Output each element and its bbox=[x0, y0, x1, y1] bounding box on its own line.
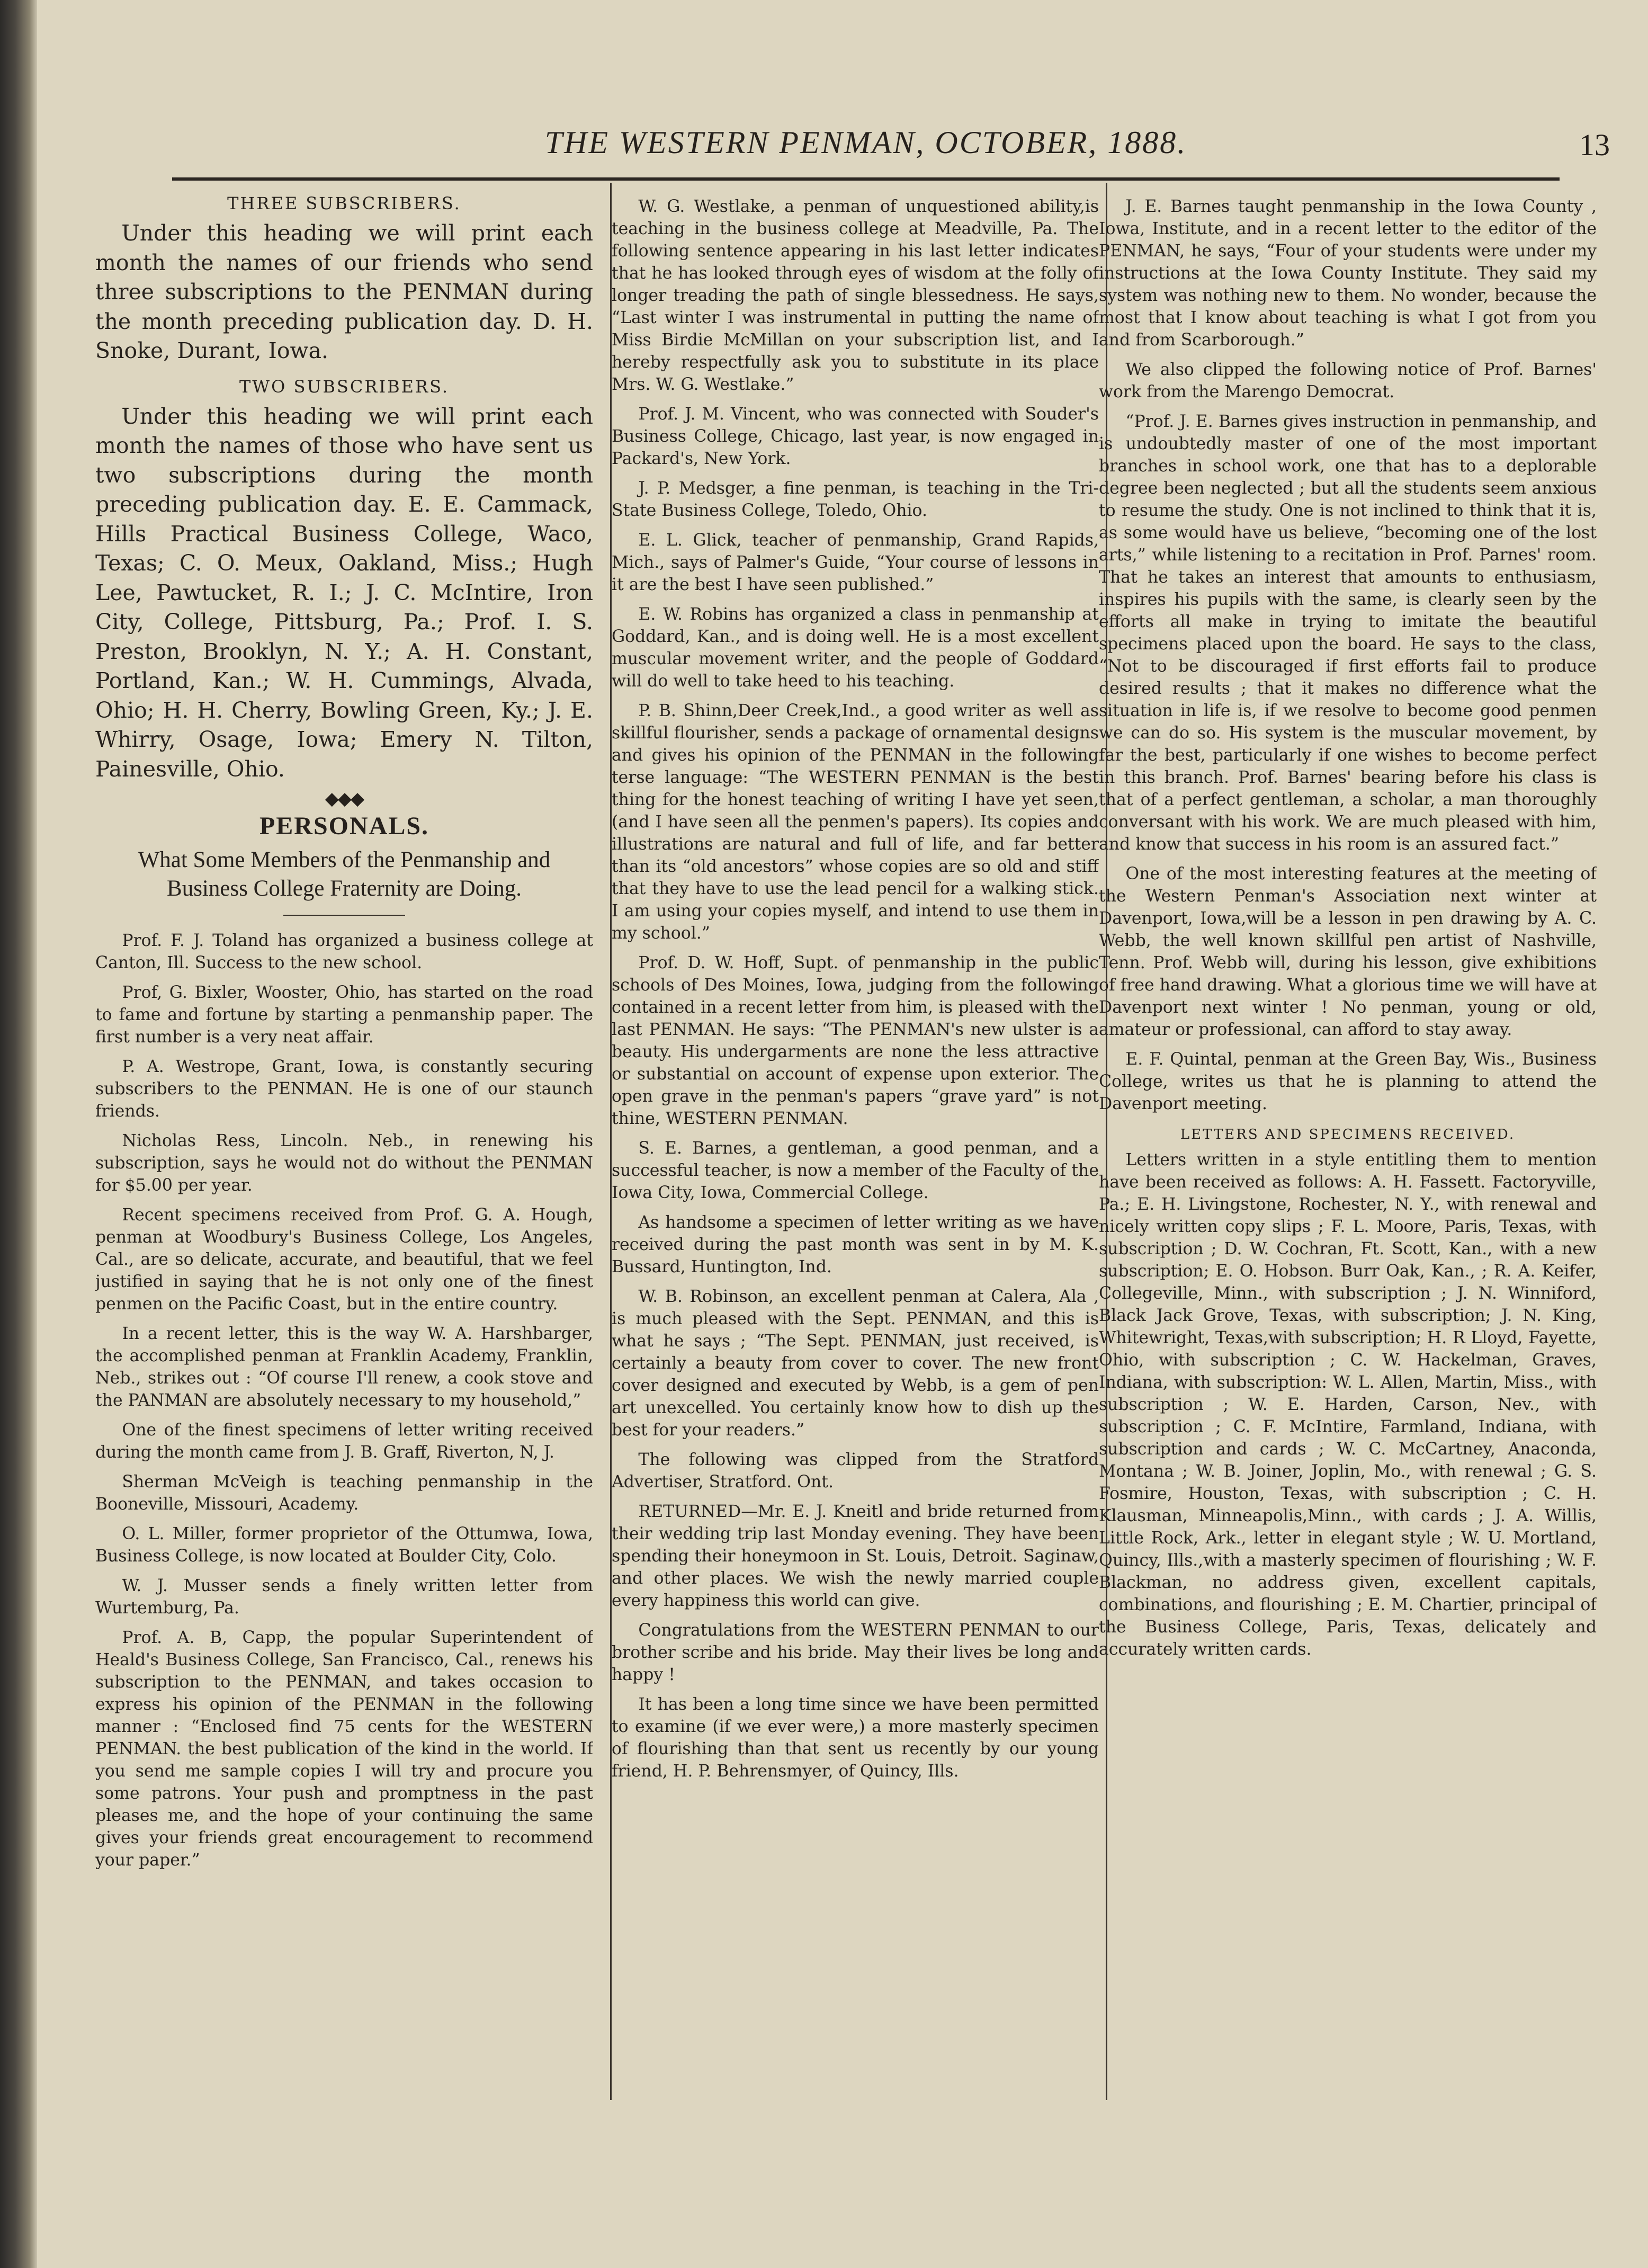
book-binding-shadow bbox=[0, 0, 37, 2268]
personal-item: Congratulations from the WESTERN PENMAN to our brother scribe and his bride. May their lives be long and happy ! bbox=[612, 1621, 1099, 1684]
personal-item: One of the most interesting features at the meeting of the Western Penman's Association next winter at Davenport, Iowa,will be a lesson in pen drawing by A. C. Webb, the well known skillful pen artist of Nashville, Tenn. Prof. Webb will, during his lesson, give exhibitions of free hand drawing. What a glorious time we will have at Davenport next winter ! No penman, young or old, amateur or professional, can afford to stay away. bbox=[1099, 864, 1597, 1039]
ornament-divider: ◆◆◆ bbox=[325, 788, 364, 809]
personal-item: In a recent letter, this is the way W. A. Harshbarger, the accomplished penman at Franklin Academy, Franklin, Neb., strikes out : “Of course I'll renew, a cook stove and the PANMAN are absolutely necessary to my household,” bbox=[95, 1324, 593, 1410]
personal-item: “Prof. J. E. Barnes gives instruction in penmanship, and is undoubtedly master of one of the most important branches in school work, one that has to a deplorable degree been neglected ; but all the students seem anxious to resume the study. One is not inclined to think that it is, as some would have us believe, “becoming one of the lost arts,” while listening to a recitation in Prof. Parnes' room. That he takes an interest that amounts to enthusiasm, inspires his pupils with the same, is clearly seen by the efforts all make in trying to imitate the beautiful specimens placed upon the board. He says to the class, “Not to be discouraged if first efforts fail to produce desired results ; that it makes no difference what the situation in life is, if we resolve to become good penmen we can do so. His system is the muscular movement, by far the best, particularly if one wishes to become perfect in this branch. Prof. Barnes' bearing before his class is that of a perfect gentleman, a scholar, a man thoroughly conversant with his work. We are much pleased with him, and know that success in his room is an assured fact.” bbox=[1099, 412, 1597, 854]
personal-item: The following was clipped from the Stratford Advertiser, Stratford. Ont. bbox=[612, 1450, 1099, 1492]
personals-subheading: What Some Members of the Penmanship and Business College Fraternity are Doing. bbox=[138, 847, 551, 901]
two-subscribers-text: Under this heading we will print each month the names of those who have sent us two subscriptions during the month preceding publication day. E. E. Cammack, Hills Practical Business College, Waco, Texas; C. O. Meux, Oakland, Miss.; Hugh Lee, Pawtucket, R. I.; J. C. McIntire, Iron City, College, Pittsburg, Pa.; Prof. I. S. Preston, Brooklyn, N. Y.; A. H. Constant, Portland, Kan.; W. H. Cummings, Alvada, Ohio; H. H. Cherry, Bowling Green, Ky.; J. E. Whirry, Osage, Iowa; Emery N. Tilton, Painesville, Ohio. bbox=[95, 403, 593, 782]
three-subscribers-text: Under this heading we will print each month the names of our friends who send three subscriptions to the PENMAN during the month preceding publication day. D. H. Snoke, Durant, Iowa. bbox=[95, 220, 593, 363]
personal-item: P. B. Shinn,Deer Creek,Ind., a good writer as well as skillful flourisher, sends a package of ornamental designs and gives his opinion of the PENMAN in the following terse language: “The WESTERN PENMAN is the best thing for the honest teaching of writing I have yet seen, (and I have seen all the penmen's papers). Its copies and illustrations are natural and full of life, and far better than its “old ancestors” whose copies are so old and stiff that they have to use the lead pencil for a walking stick. I am using your copies myself, and intend to use them in my school.” bbox=[612, 701, 1099, 943]
personal-item: Recent specimens received from Prof. G. A. Hough, penman at Woodbury's Business College, Los Angeles, Cal., are so delicate, accurate, and beautiful, that we feel justified in saying that he is not only one of the finest penmen on the Pacific Coast, but in the entire country. bbox=[95, 1206, 593, 1314]
masthead-title: THE WESTERN PENMAN, OCTOBER, 1888. bbox=[544, 125, 1187, 160]
page-header bbox=[172, 114, 1610, 172]
personal-item: E. L. Glick, teacher of penmanship, Grand Rapids, Mich., says of Palmer's Guide, “Your course of lessons in it are the best I have seen published.” bbox=[612, 531, 1099, 594]
personal-item: Prof. A. B, Capp, the popular Superintendent of Heald's Business College, San Francisco, Cal., renews his subscription to the PENMAN, and takes occasion to express his opinion of the PENMAN in the following manner : “Enclosed find 75 cents for the WESTERN PENMAN. the best publication of the kind in the world. If you send me sample copies I will try and procure you some patrons. Your push and promptness in the past pleases me, and the hope of your continuing the same gives your friends great encouragement to recommend your paper.” bbox=[95, 1628, 593, 1870]
letters-specimens-heading: LETTERS AND SPECIMENS RECEIVED. bbox=[1180, 1127, 1516, 1142]
personal-item: Prof. D. W. Hoff, Supt. of penmanship in the public schools of Des Moines, Iowa, judging from the following contained in a recent letter from him, is pleased with the last PENMAN. He says: “The PENMAN's new ulster is a beauty. His undergarments are none the less attractive or substantial on account of expense upon exterior. The open grave in the penman's papers “grave yard” is not thine, WESTERN PENMAN. bbox=[612, 953, 1099, 1128]
three-subscribers-heading: THREE SUBSCRIBERS. bbox=[227, 193, 461, 213]
section-rule bbox=[283, 915, 405, 916]
personal-item: J. E. Barnes taught penmanship in the Iowa County , Iowa, Institute, and in a recent letter to the editor of the PENMAN, he says, “Four of your students were under my instructions at the Iowa County Institute. They said my system was nothing new to them. No wonder, because the most that I know about teaching is what I got from you and from Scarborough.” bbox=[1099, 197, 1597, 350]
letters-specimens-text: Letters written in a style entitling them to mention have been received as follows: A. H. Fassett. Factoryville, Pa.; E. H. Livingstone, Rochester, N. Y., with renewal and nicely written copy slips ; F. L. Moore, Paris, Texas, with subscription ; D. W. Cochran, Ft. Scott, Kan., with a new subscription; E. O. Hobson. Burr Oak, Kan., ; R. A. Keifer, Collegeville, Minn., with subscription ; J. N. Winniford, Black Jack Grove, Texas, with subscription; J. N. King, Whitewright, Texas,with subscription; H. R Lloyd, Fayette, Ohio, with subscription ; C. W. Hackelman, Graves, Indiana, with subscription: W. L. Allen, Martin, Miss., with subscription ; W. E. Harden, Carson, Nev., with subscription ; C. F. McIntire, Farmland, Indiana, with subscription and cards ; W. C. McCartney, Anaconda, Montana ; W. B. Joiner, Joplin, Mo., with renewal ; G. S. Fosmire, Houston, Texas, with subscription ; C. H. Klausman, Minneapolis,Minn., with cards ; J. A. Willis, Little Rock, Ark., letter in elegant style ; W. U. Mortland, Quincy, Ills.,with a masterly specimen of flourishing ; W. F. Blackman, no address given, excellent capitals, combinations, and flourishing ; E. M. Chartier, principal of the Business College, Paris, Texas, delicately and accurately written cards. bbox=[1099, 1150, 1597, 1659]
page-number: 13 bbox=[1579, 128, 1610, 162]
personal-item: J. P. Medsger, a fine penman, is teaching in the Tri-State Business College, Toledo, Ohio. bbox=[612, 479, 1099, 520]
personal-item: W. B. Robinson, an excellent penman at Calera, Ala , is much pleased with the Sept. PENMAN, and this is what he says ; “The Sept. PENMAN, just received, is certainly a beauty from cover to cover. The new front cover designed and executed by Webb, is a gem of pen art unexcelled. You certainly know how to dish up the best for your readers.” bbox=[612, 1287, 1099, 1440]
two-subscribers-heading: TWO SUBSCRIBERS. bbox=[239, 376, 450, 397]
personal-item: Prof. F. J. Toland has organized a business college at Canton, Ill. Success to the new school. bbox=[95, 931, 593, 972]
personal-item: Nicholas Ress, Lincoln. Neb., in renewing his subscription, says he would not do without the PENMAN for $5.00 per year. bbox=[95, 1131, 593, 1195]
personal-item: S. E. Barnes, a gentleman, a good penman, and a successful teacher, is now a member of the Faculty of the Iowa City, Iowa, Commercial College. bbox=[612, 1139, 1099, 1202]
newspaper-page bbox=[37, 0, 1648, 2268]
personal-item: P. A. Westrope, Grant, Iowa, is constantly securing subscribers to the PENMAN. He is one of our staunch friends. bbox=[95, 1057, 593, 1121]
column-3 bbox=[1099, 183, 1597, 2116]
header-rule bbox=[172, 177, 1560, 181]
personal-item: RETURNED—Mr. E. J. Kneitl and bride returned from their wedding trip last Monday evening. They have been spending their honeymoon in St. Louis, Detroit. Saginaw, and other places. We wish the newly married couple every happiness this world can give. bbox=[612, 1502, 1099, 1610]
personal-item: W. G. Westlake, a penman of unquestioned ability,is teaching in the business college at Meadville, Pa. The following sentence appearing in his last letter indicates that he has looked through eyes of wisdom at the folly of longer treading the path of single blessedness. He says, “Last winter I was instrumental in putting the name of Miss Birdie McMillan on your subscription list, and I hereby respectfully ask you to substitute in its place Mrs. W. G. Westlake.” bbox=[612, 197, 1099, 394]
personal-item: We also clipped the following notice of Prof. Barnes' work from the Marengo Democrat. bbox=[1099, 360, 1597, 401]
column-2 bbox=[612, 183, 1099, 2116]
personal-item: As handsome a specimen of letter writing as we have received during the past month was sent in by M. K. Bussard, Huntington, Ind. bbox=[612, 1213, 1099, 1276]
personal-item: One of the finest specimens of letter writing received during the month came from J. B. Graff, Riverton, N, J. bbox=[95, 1421, 593, 1462]
personal-item: It has been a long time since we have been permitted to examine (if we ever were,) a more masterly specimen of flourishing than that sent us recently by our young friend, H. P. Behrensmyer, of Quincy, Ills. bbox=[612, 1695, 1099, 1781]
personals-heading: PERSONALS. bbox=[259, 812, 429, 840]
personal-item: E. F. Quintal, penman at the Green Bay, Wis., Business College, writes us that he is planning to attend the Davenport meeting. bbox=[1099, 1050, 1597, 1113]
personal-item: Prof, G. Bixler, Wooster, Ohio, has started on the road to fame and fortune by starting a penmanship paper. The first number is a very neat affair. bbox=[95, 983, 593, 1047]
column-1 bbox=[95, 183, 593, 2116]
personal-item: O. L. Miller, former proprietor of the Ottumwa, Iowa, Business College, is now located at Boulder City, Colo. bbox=[95, 1524, 593, 1566]
personal-item: W. J. Musser sends a finely written letter from Wurtemburg, Pa. bbox=[95, 1576, 593, 1618]
personal-item: Prof. J. M. Vincent, who was connected with Souder's Business College, Chicago, last year, is now engaged in Packard's, New York. bbox=[612, 405, 1099, 468]
personal-item: Sherman McVeigh is teaching penmanship in the Booneville, Missouri, Academy. bbox=[95, 1472, 593, 1514]
personal-item: E. W. Robins has organized a class in penmanship at Goddard, Kan., and is doing well. He is a most excellent muscular movement writer, and the people of Goddard will do well to take heed to his teaching. bbox=[612, 605, 1099, 691]
